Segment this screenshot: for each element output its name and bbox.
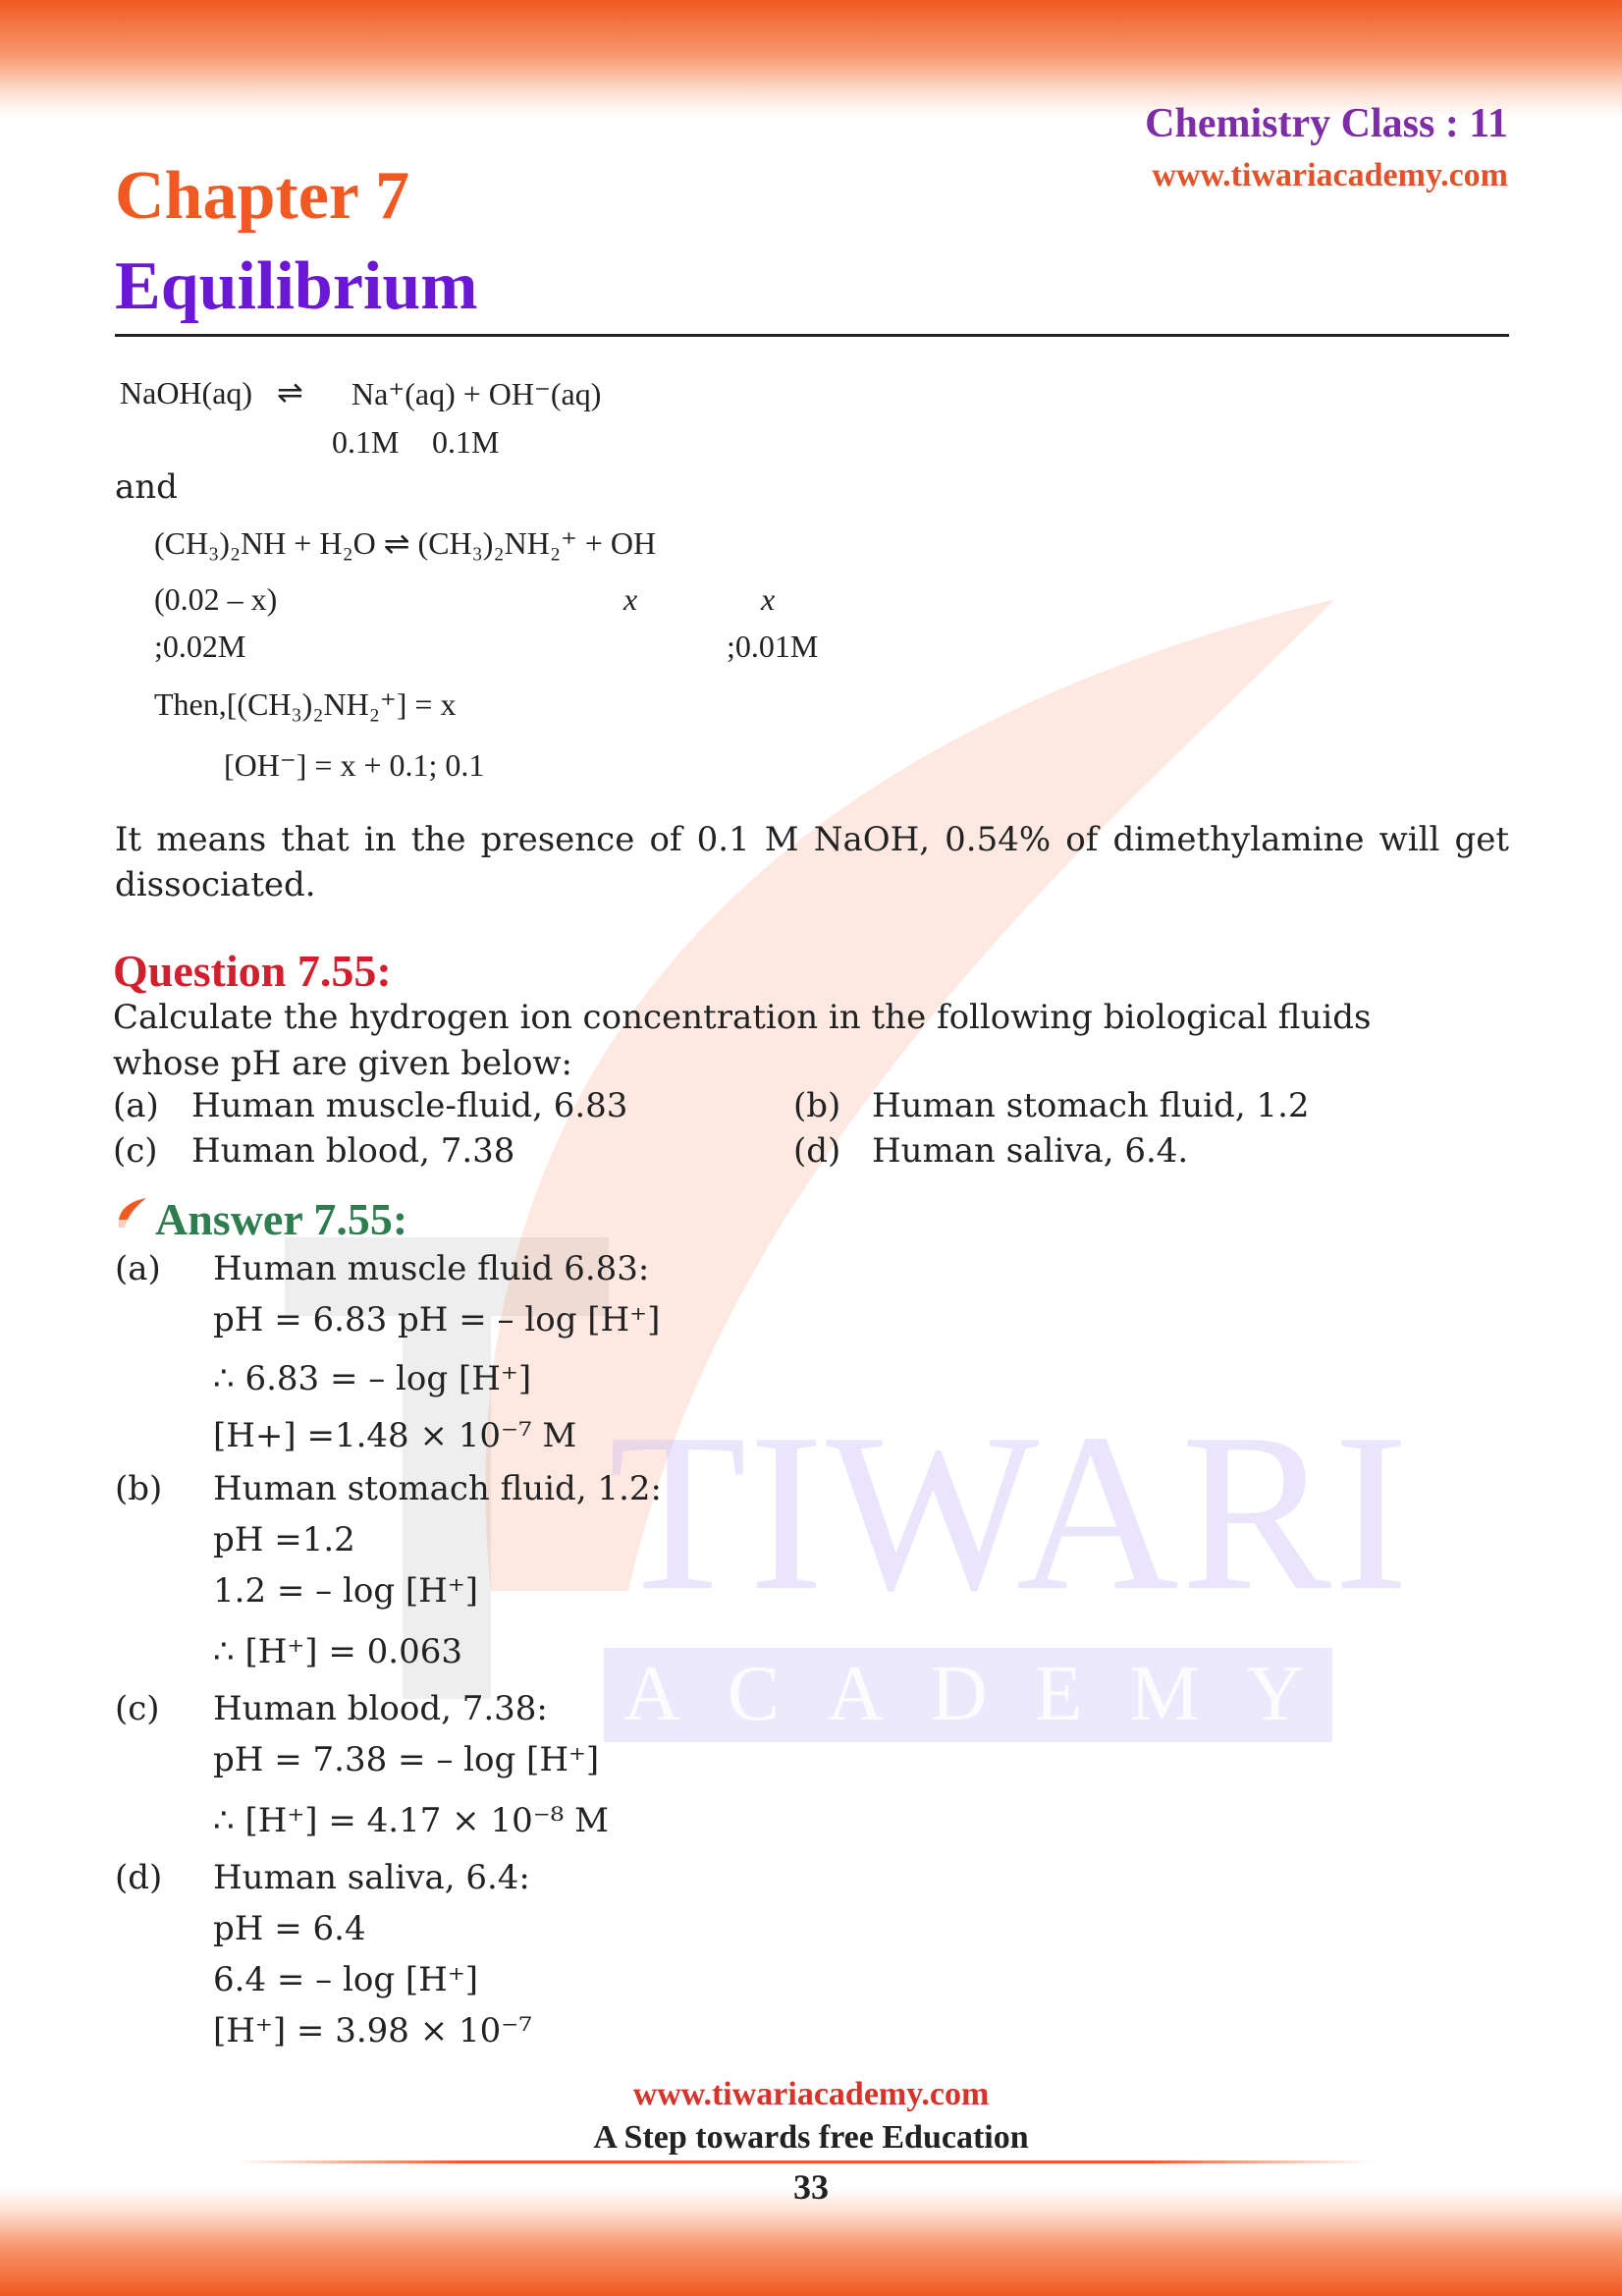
question-item-c xyxy=(113,1131,514,1171)
dma-x-1: x xyxy=(623,581,638,617)
header-divider xyxy=(115,334,1509,337)
answer-line-d3: [H⁺] = 3.98 × 10⁻⁷ xyxy=(213,2011,532,2050)
answer-line-c2: ∴ [H⁺] = 4.17 × 10⁻⁸ M xyxy=(213,1801,609,1840)
answer-label-d: (d) xyxy=(115,1858,163,1897)
item-label: (b) xyxy=(793,1086,841,1125)
item-label: (a) xyxy=(113,1086,159,1125)
item-text: Human stomach fluid, 1.2 xyxy=(872,1086,1310,1125)
answer-line-a2: ∴ 6.83 = – log [H⁺] xyxy=(213,1359,532,1398)
chapter-title: Equilibrium xyxy=(115,248,478,324)
answer-heading: Answer 7.55: xyxy=(155,1194,408,1244)
page-number: 33 xyxy=(793,2167,829,2207)
oh-line: [OH⁻] = x + 0.1; 0.1 xyxy=(224,747,485,783)
dma-reaction: (CH₃)₂NH + H₂O ⇌ (CH₃)₂NH₂⁺ + OH xyxy=(154,525,657,561)
naoh-arrow: ⇌ xyxy=(277,374,303,410)
item-text: Human saliva, 6.4. xyxy=(872,1131,1189,1171)
class-label: Chemistry Class : 11 xyxy=(1145,101,1508,146)
chapter-number: Chapter 7 xyxy=(115,158,410,234)
question-text: Calculate the hydrogen ion concentration in the following biological fluids whose pH are given below: xyxy=(113,998,1372,1083)
item-text: Human blood, 7.38 xyxy=(191,1131,515,1171)
dma-approx-1: ;0.02M xyxy=(154,629,246,664)
question-heading: Question 7.55: xyxy=(113,946,392,996)
answer-logo-icon xyxy=(115,1196,148,1230)
answer-label-b: (b) xyxy=(115,1469,163,1508)
footer-tagline: A Step towards free Education xyxy=(593,2119,1029,2156)
conclusion-text: It means that in the presence of 0.1 M NaOH, 0.54% of dimethylamine will get dissociated. xyxy=(115,820,1509,904)
answer-label-c: (c) xyxy=(115,1689,160,1728)
footer-divider xyxy=(236,2160,1375,2163)
answer-line-c1: pH = 7.38 = – log [H⁺] xyxy=(213,1740,600,1779)
answer-line-a1: pH = 6.83 pH = – log [H⁺] xyxy=(213,1300,661,1339)
footer-url[interactable]: www.tiwariacademy.com xyxy=(632,2076,990,2112)
naoh-right: Na⁺(aq) + OH⁻(aq) xyxy=(351,376,602,411)
answer-title-a: Human muscle fluid 6.83: xyxy=(213,1249,650,1288)
answer-title-b: Human stomach fluid, 1.2: xyxy=(213,1469,662,1508)
question-item-d xyxy=(793,1131,1188,1171)
answer-line-a3: [H+] =1.48 × 10⁻⁷ M xyxy=(213,1416,577,1455)
header-url[interactable]: www.tiwariacademy.com xyxy=(1152,157,1508,193)
watermark-tiwari: TIWARI xyxy=(609,1387,1411,1637)
answer-title-d: Human saliva, 6.4: xyxy=(213,1858,530,1897)
and-text: and xyxy=(115,467,178,507)
question-item-b xyxy=(793,1086,1310,1125)
item-text: Human muscle-fluid, 6.83 xyxy=(191,1086,628,1125)
dma-approx-2: ;0.01M xyxy=(727,629,819,664)
answer-line-b3: ∴ [H⁺] = 0.063 xyxy=(213,1632,463,1671)
naoh-left: NaOH(aq) xyxy=(120,375,253,410)
watermark-academy: ACADEMY xyxy=(623,1651,1351,1737)
answer-line-b2: 1.2 = – log [H⁺] xyxy=(213,1571,479,1611)
naoh-conc-2: 0.1M xyxy=(432,424,500,460)
answer-line-d1: pH = 6.4 xyxy=(213,1909,366,1948)
answer-line-d2: 6.4 = – log [H⁺] xyxy=(213,1960,479,1999)
answer-line-b1: pH =1.2 xyxy=(213,1520,355,1559)
item-label: (d) xyxy=(793,1131,841,1171)
dma-initial: (0.02 – x) xyxy=(154,581,278,617)
question-item-a xyxy=(113,1086,627,1125)
naoh-conc-1: 0.1M xyxy=(332,424,400,460)
answer-title-c: Human blood, 7.38: xyxy=(213,1689,548,1728)
then-line: Then,[(CH₃)₂NH₂⁺] = x xyxy=(154,686,457,722)
item-label: (c) xyxy=(113,1131,158,1171)
answer-label-a: (a) xyxy=(115,1249,161,1288)
dma-x-2: x xyxy=(761,581,776,617)
